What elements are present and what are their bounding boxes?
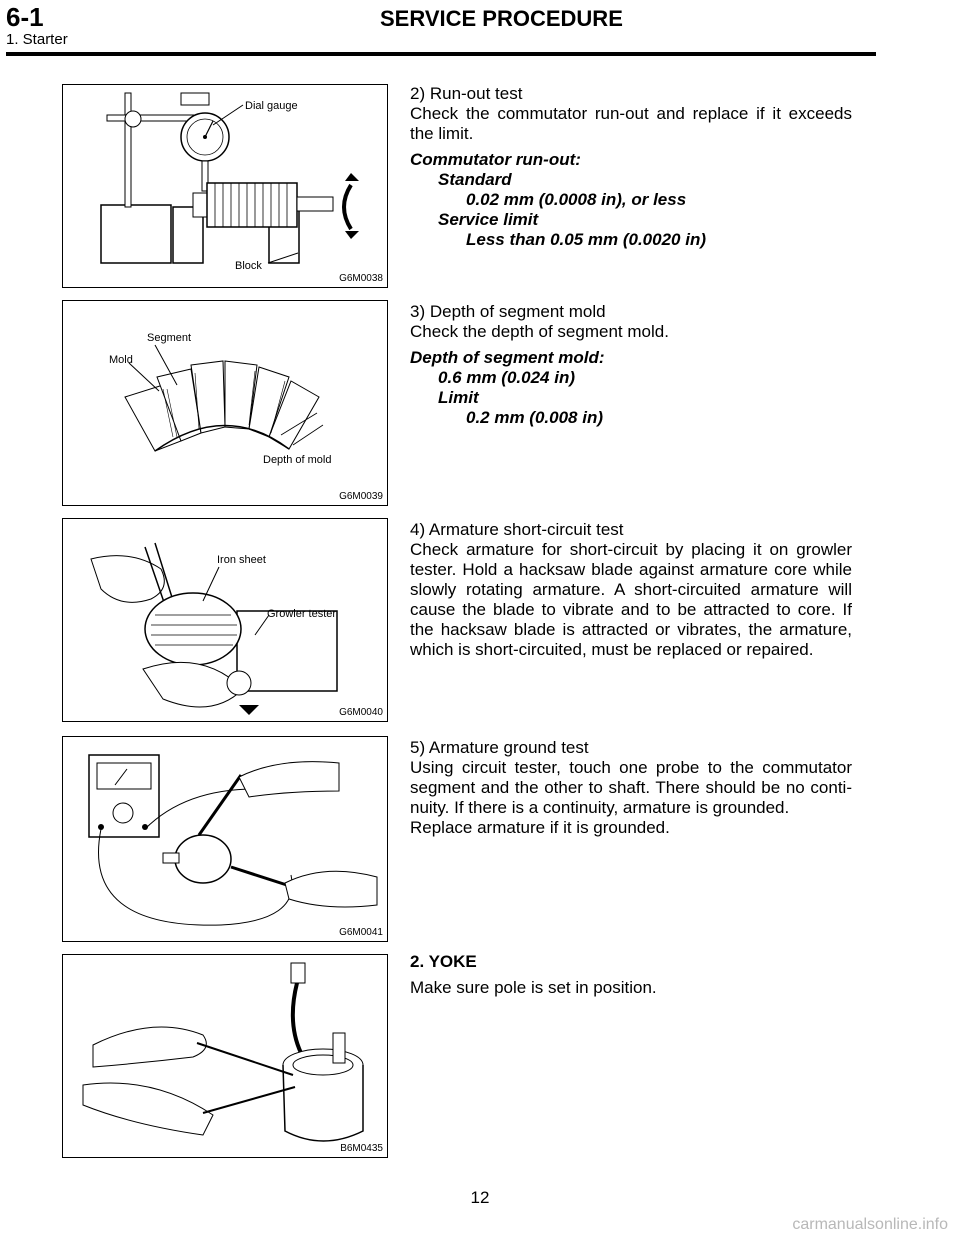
figure-caption: G6M0040	[339, 707, 383, 718]
figure-caption: G6M0039	[339, 491, 383, 502]
label-mold: Mold	[109, 354, 133, 366]
step-title: 2) Run-out test	[410, 84, 523, 103]
label-depth-of-mold: Depth of mold	[263, 454, 332, 466]
section-title: 2. YOKE	[410, 952, 477, 971]
step-title: 3) Depth of segment mold	[410, 302, 606, 321]
step-body-2: Replace armature if it is grounded.	[410, 818, 670, 837]
watermark: carmanualsonline.info	[792, 1216, 948, 1233]
figure-caption: G6M0038	[339, 273, 383, 284]
step-body: Using circuit tester, touch one probe to the commutator segment and the other to shaft. There should be no conti-nuity. If there is a continuity, armature is grounded.	[410, 758, 852, 817]
yoke-illustration	[63, 955, 387, 1157]
figure-caption: B6M0435	[340, 1143, 383, 1154]
step-ground-test	[410, 738, 852, 838]
step-runout	[410, 84, 852, 250]
step-body: Check the commutator run-out and replace if it exceeds the limit.	[410, 104, 852, 143]
runout-illustration	[63, 85, 387, 287]
label-dial-gauge: Dial gauge	[245, 100, 298, 112]
spec-limit-label: Limit	[438, 388, 479, 407]
label-segment: Segment	[147, 332, 192, 344]
step-segment-mold	[410, 302, 852, 428]
step-title: 5) Armature ground test	[410, 738, 589, 757]
label-block: Block	[235, 260, 262, 272]
page-title: SERVICE PROCEDURE	[380, 6, 623, 31]
figure-growler	[62, 518, 388, 722]
figure-yoke	[62, 954, 388, 1158]
step-body: Check armature for short-circuit by placing it on growler tester. Hold a hacksaw blade against armature core while slowly rotating armature. A short-circuited armature will cause the blade to vibrate and to be attracted to core. If the hacksaw blade is attracted or vibrates, the armature, which is short-circuited, must be replaced or repaired.	[410, 540, 852, 659]
step-title: 4) Armature short-circuit test	[410, 520, 624, 539]
circuit-tester-illustration	[63, 737, 387, 941]
figure-caption: G6M0041	[339, 927, 383, 938]
figure-circuit-tester	[62, 736, 388, 942]
figure-segment-mold	[62, 300, 388, 506]
spec-limit-label: Service limit	[438, 210, 539, 229]
section-body: Make sure pole is set in position.	[410, 978, 657, 997]
section-code: 6-1	[6, 2, 44, 32]
spec-label: Depth of segment mold:	[410, 348, 605, 367]
header-rule	[6, 52, 876, 56]
label-growler-tester: Growler tester	[267, 608, 337, 620]
page-number: 12	[470, 1188, 490, 1207]
spec-label: Commutator run-out:	[410, 150, 581, 169]
figure-runout	[62, 84, 388, 288]
spec-limit-value: 0.2 mm (0.008 in)	[466, 408, 604, 427]
spec-standard-value: 0.02 mm (0.0008 in), or less	[466, 190, 687, 209]
label-iron-sheet: Iron sheet	[217, 554, 266, 566]
spec-standard-value: 0.6 mm (0.024 in)	[438, 368, 576, 387]
spec-standard-label: Standard	[438, 170, 512, 189]
growler-illustration	[63, 519, 387, 721]
page-subtitle: 1. Starter	[6, 31, 68, 48]
spec-limit-value: Less than 0.05 mm (0.0020 in)	[466, 230, 706, 249]
section-yoke	[410, 952, 852, 998]
step-short-circuit	[410, 520, 852, 660]
segment-illustration	[63, 301, 387, 505]
step-body: Check the depth of segment mold.	[410, 322, 669, 341]
